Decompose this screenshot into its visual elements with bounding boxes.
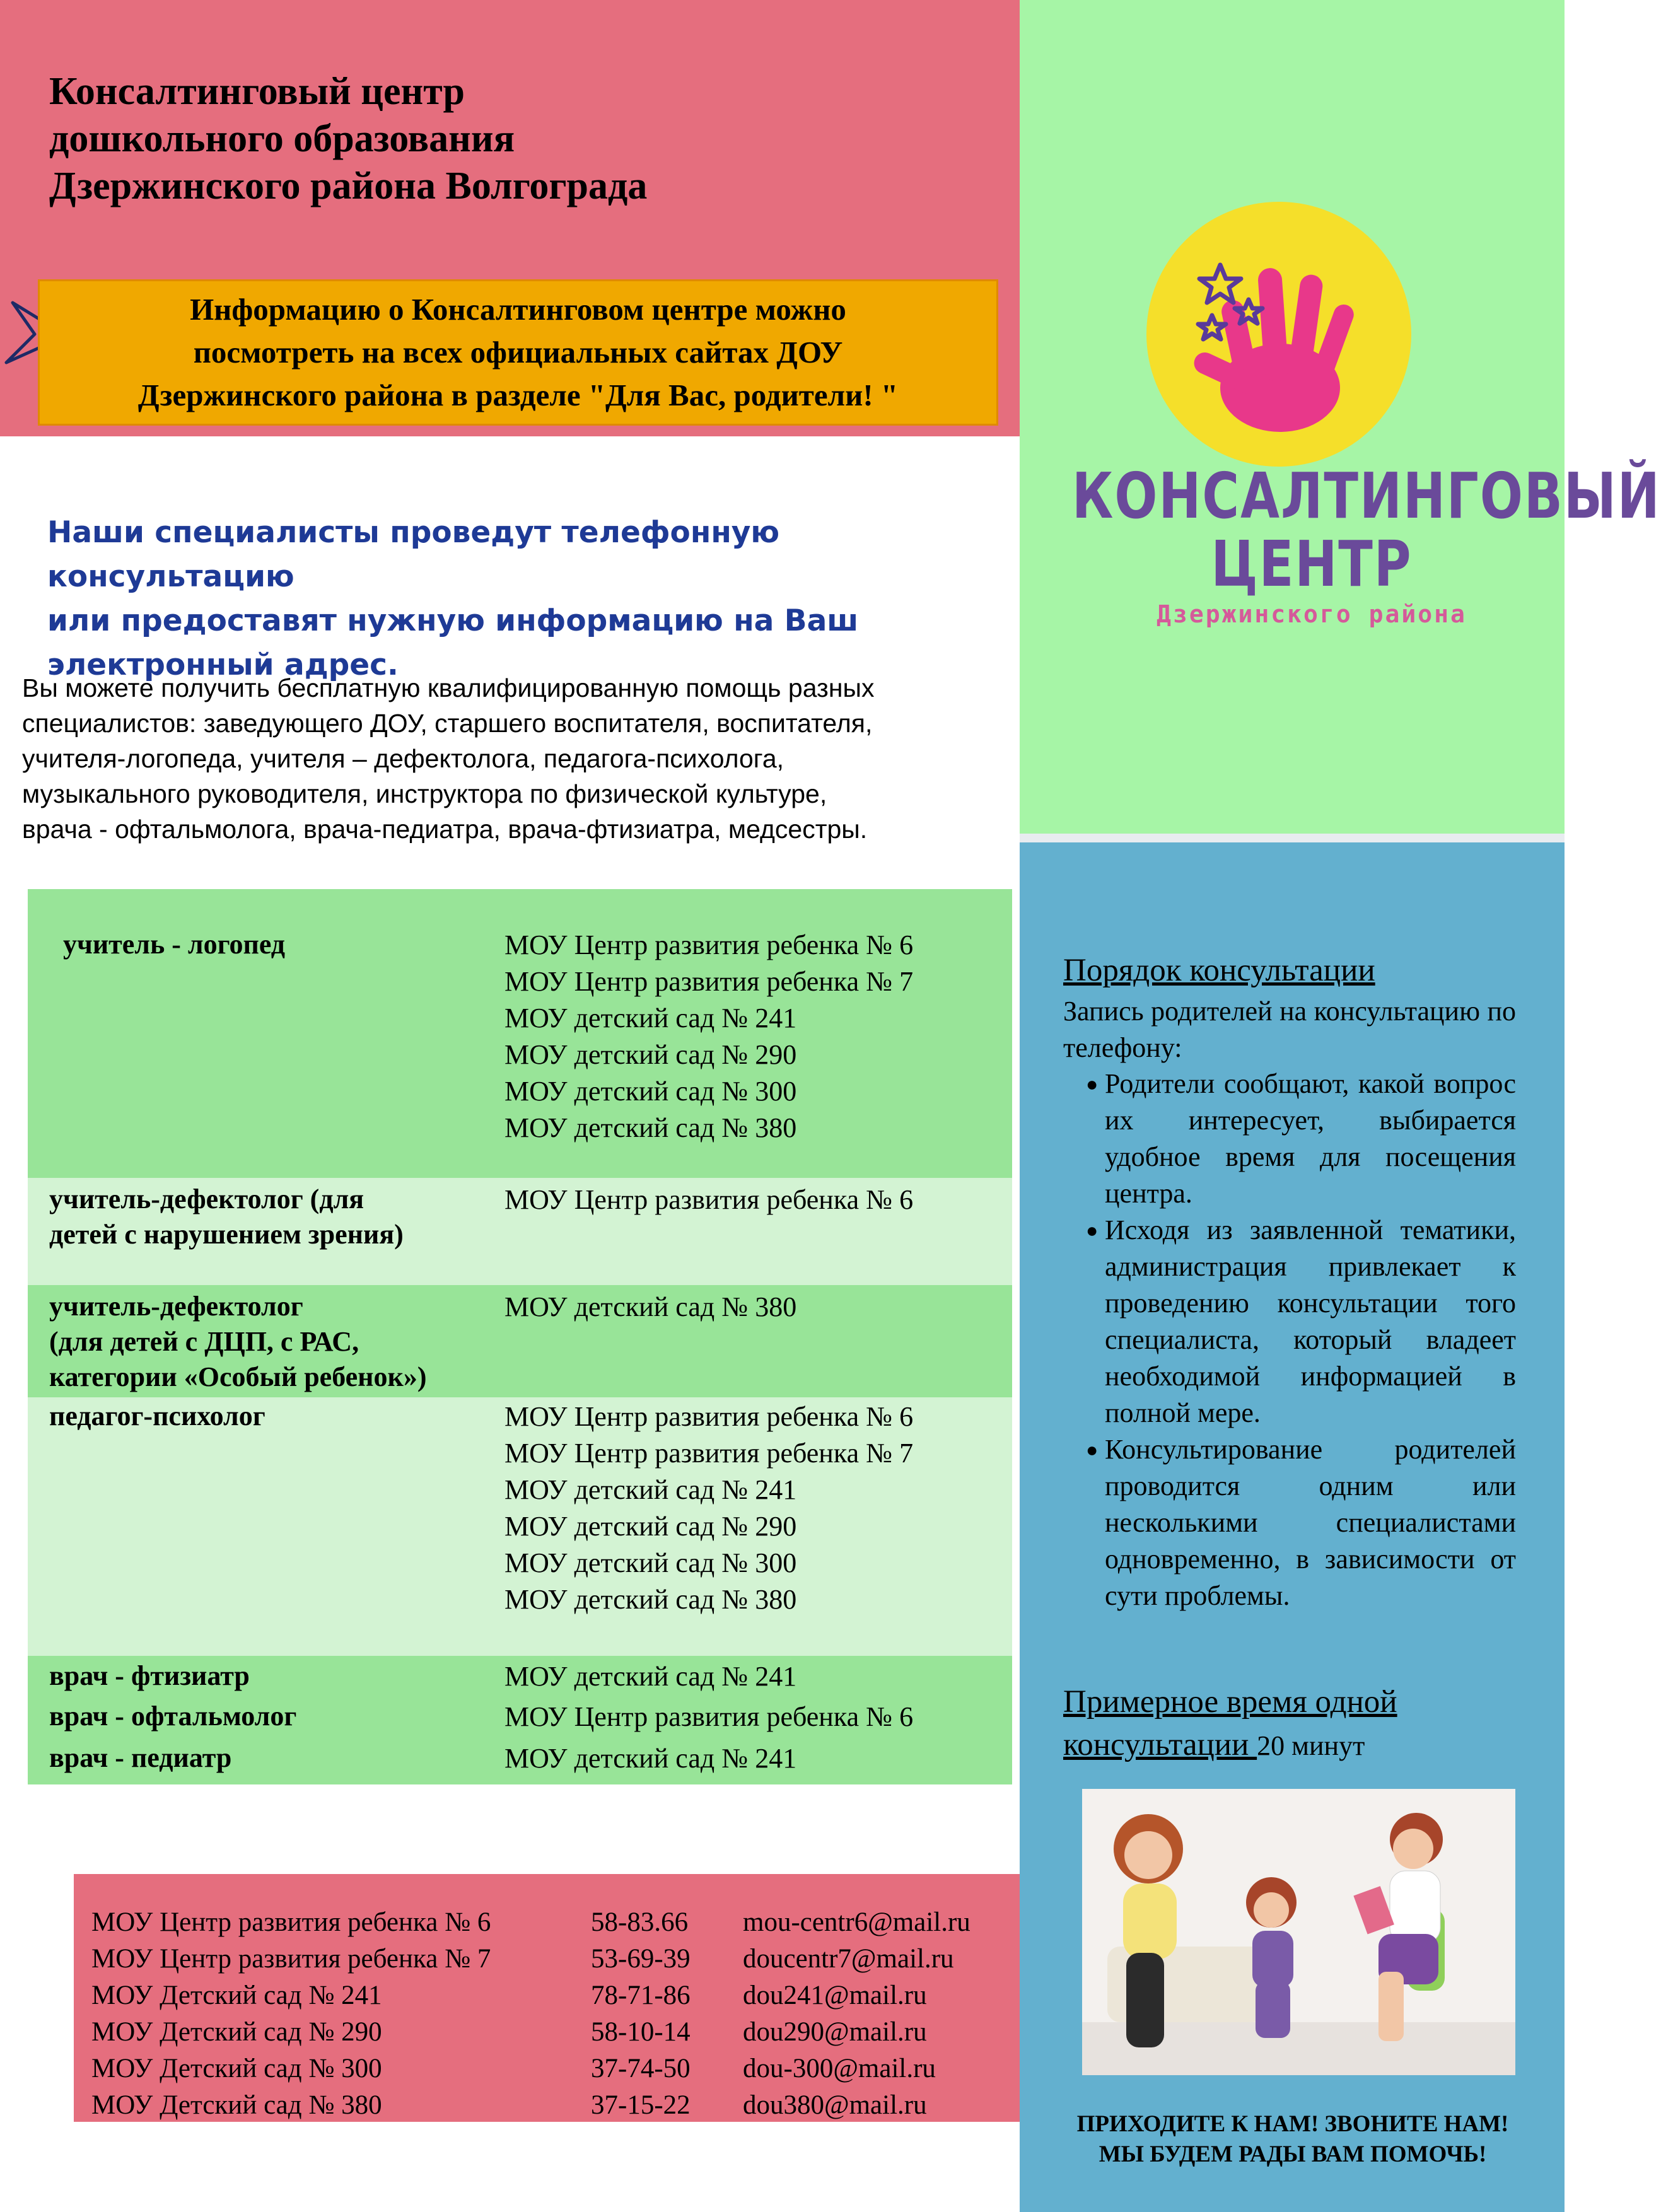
page-title [49,68,982,210]
contact-email[interactable]: mou-centr6@mail.ru [743,1907,970,1937]
contact-row [91,1977,1008,2014]
list-item-text: Консультирование родителей проводится одним или несколькими специалистами одновременно, в зависимости от сути проблемы. [1105,1434,1516,1611]
table-row [28,889,1012,1178]
contact-phone: 53-69-39 [591,1944,691,1974]
contact-phone: 37-15-22 [591,2090,691,2120]
contact-org: МОУ Центр развития ребенка № 6 [91,1907,491,1937]
logo-text-district: Дзержинского района [1157,600,1467,628]
specialist-cell [28,1699,504,1740]
title-line: Консалтинговый центр [49,70,465,113]
organizations-cell [504,1399,1012,1656]
list-item [1063,1431,1516,1614]
contact-phone: 37-74-50 [591,2054,691,2083]
table-row [28,1656,1012,1699]
title-line: Дзержинского района Волгограда [49,165,648,207]
hand-print-icon [1173,240,1381,448]
organization: МОУ детский сад № 241 [504,1474,797,1505]
specialist-name: детей с нарушением зрения) [49,1219,404,1250]
specialist-name: учитель-дефектолог [49,1291,303,1322]
specialist-cell [28,1289,504,1397]
specialist-cell [28,927,504,1178]
table-row [28,1285,1012,1397]
specialist-name: врач - педиатр [49,1742,232,1773]
list-item-text: Родители сообщают, какой вопрос их интересует, выбирается удобное время для посещения центра. [1105,1068,1516,1209]
heading-line: или предоставят нужную информацию на Ваш [47,603,859,638]
organization: МОУ Центр развития ребенка № 6 [504,1184,914,1215]
organization: МОУ Центр развития ребенка № 7 [504,1438,914,1469]
contact-email[interactable]: dou380@mail.ru [743,2090,927,2120]
organization: МОУ детский сад № 241 [504,1661,797,1692]
bullet-icon: ● [1086,1219,1099,1242]
organization: МОУ Центр развития ребенка № 7 [504,966,914,997]
organizations-cell [504,1182,1012,1285]
call-line: МЫ БУДЕМ РАДЫ ВАМ ПОМОЧЬ! [1099,2141,1487,2167]
contact-email[interactable]: dou290@mail.ru [743,2017,927,2047]
organization: МОУ Центр развития ребенка № 6 [504,1401,914,1432]
contact-email[interactable]: doucentr7@mail.ru [743,1944,954,1974]
call-line: ПРИХОДИТЕ К НАМ! ЗВОНИТЕ НАМ! [1076,2111,1509,2137]
specialists-table [28,889,1012,1784]
table-row [28,1397,1012,1656]
specialist-cell [28,1182,504,1285]
specialist-name: врач - офтальмолог [49,1701,297,1732]
contact-row [91,2014,1008,2051]
organization: МОУ детский сад № 380 [504,1584,797,1615]
table-row [28,1178,1012,1285]
specialist-name: учитель - логопед [63,929,286,960]
paragraph-line: Вы можете получить бесплатную квалифицированную помощь разных [22,673,875,702]
contact-phone: 58-83.66 [591,1907,689,1937]
time-value: 20 минут [1257,1730,1365,1761]
info-banner [38,279,998,426]
title-line: дошкольного образования [49,117,515,160]
info-line: Информацию о Консалтинговом центре можно [190,292,846,327]
contact-email[interactable]: dou241@mail.ru [743,1981,927,2010]
contact-phone: 78-71-86 [591,1981,691,2010]
organizations-cell [504,1699,1012,1740]
contact-row [91,2051,1008,2087]
organizations-cell [504,1740,1012,1784]
specialist-name: категории «Особый ребенок») [49,1361,427,1392]
bullet-icon: ● [1086,1438,1099,1461]
info-line: посмотреть на всех официальных сайтах ДОУ [193,335,843,370]
contact-row [91,1941,1008,1977]
contact-org: МОУ Детский сад № 290 [91,2017,382,2047]
contacts-table [91,1904,1008,2124]
paragraph-line: музыкального руководителя, инструктора по физической культуре, [22,779,827,808]
organizations-cell [504,1658,1012,1699]
info-line: Дзержинского района в разделе "Для Вас, родители! " [137,378,899,412]
heading-line: электронный адрес. [47,648,399,682]
logo-text-center: ЦЕНТР [1211,527,1413,601]
table-row [28,1740,1012,1784]
organization: МОУ детский сад № 241 [504,1003,797,1033]
specialist-name: врач - фтизиатр [49,1660,250,1691]
consultation-time [1063,1680,1516,1767]
specialist-name: учитель-дефектолог (для [49,1184,364,1214]
organizations-cell [504,1289,1012,1397]
organization: МОУ детский сад № 380 [504,1112,797,1143]
time-title: Примерное время одной консультации [1063,1684,1397,1762]
list-item-text: Исходя из заявленной тематики, администрация привлекает к проведению консультации того специалиста, который владеет необходимой информацией в полной мере. [1105,1214,1516,1428]
organizations-cell [504,927,1012,1178]
specialists-heading [47,511,1006,687]
logo-text-main: КОНСАЛТИНГОВЫЙ [1072,459,1661,533]
bullet-icon: ● [1086,1073,1099,1095]
paragraph-line: врача - офтальмолога, врача-педиатра, врача-фтизиатра, медсестры. [22,815,868,844]
contact-email[interactable]: dou-300@mail.ru [743,2054,936,2083]
order-list [1063,1066,1516,1614]
contact-row [91,1904,1008,1941]
paragraph-line: специалистов: заведующего ДОУ, старшего воспитателя, воспитателя, [22,709,873,738]
specialist-name: (для детей с ДЦП, с РАС, [49,1326,359,1357]
consultation-illustration [1082,1789,1515,2075]
contact-org: МОУ Детский сад № 241 [91,1981,382,2010]
paragraph-line: учителя-логопеда, учителя – дефектолога, педагога-психолога, [22,744,784,773]
specialist-name: педагог-психолог [49,1400,265,1431]
organization: МОУ детский сад № 290 [504,1039,797,1070]
specialist-cell [28,1740,504,1784]
contact-phone: 58-10-14 [591,2017,691,2047]
help-paragraph [22,670,1006,847]
call-to-action [1034,2109,1551,2170]
order-intro: Запись родителей на консультацию по телефону: [1063,996,1516,1063]
contact-org: МОУ Детский сад № 300 [91,2054,382,2083]
organization: МОУ Центр развития ребенка № 6 [504,1701,914,1732]
organization: МОУ детский сад № 300 [504,1076,797,1107]
organization: МОУ детский сад № 290 [504,1511,797,1542]
list-item [1063,1212,1516,1431]
specialist-cell [28,1658,504,1699]
organization: МОУ детский сад № 241 [504,1743,797,1774]
contact-org: МОУ Центр развития ребенка № 7 [91,1944,491,1974]
contact-row [91,2087,1008,2124]
organization: МОУ детский сад № 300 [504,1547,797,1578]
organization: МОУ Центр развития ребенка № 6 [504,929,914,960]
organization: МОУ детский сад № 380 [504,1291,797,1322]
info-text [55,288,982,417]
table-row [28,1699,1012,1740]
order-title: Порядок консультации [1063,953,1375,988]
specialist-cell [28,1399,504,1656]
list-item [1063,1066,1516,1212]
heading-line: Наши специалисты проведут телефонную консультацию [47,515,780,594]
panel-divider [1020,834,1565,842]
contact-org: МОУ Детский сад № 380 [91,2090,382,2120]
